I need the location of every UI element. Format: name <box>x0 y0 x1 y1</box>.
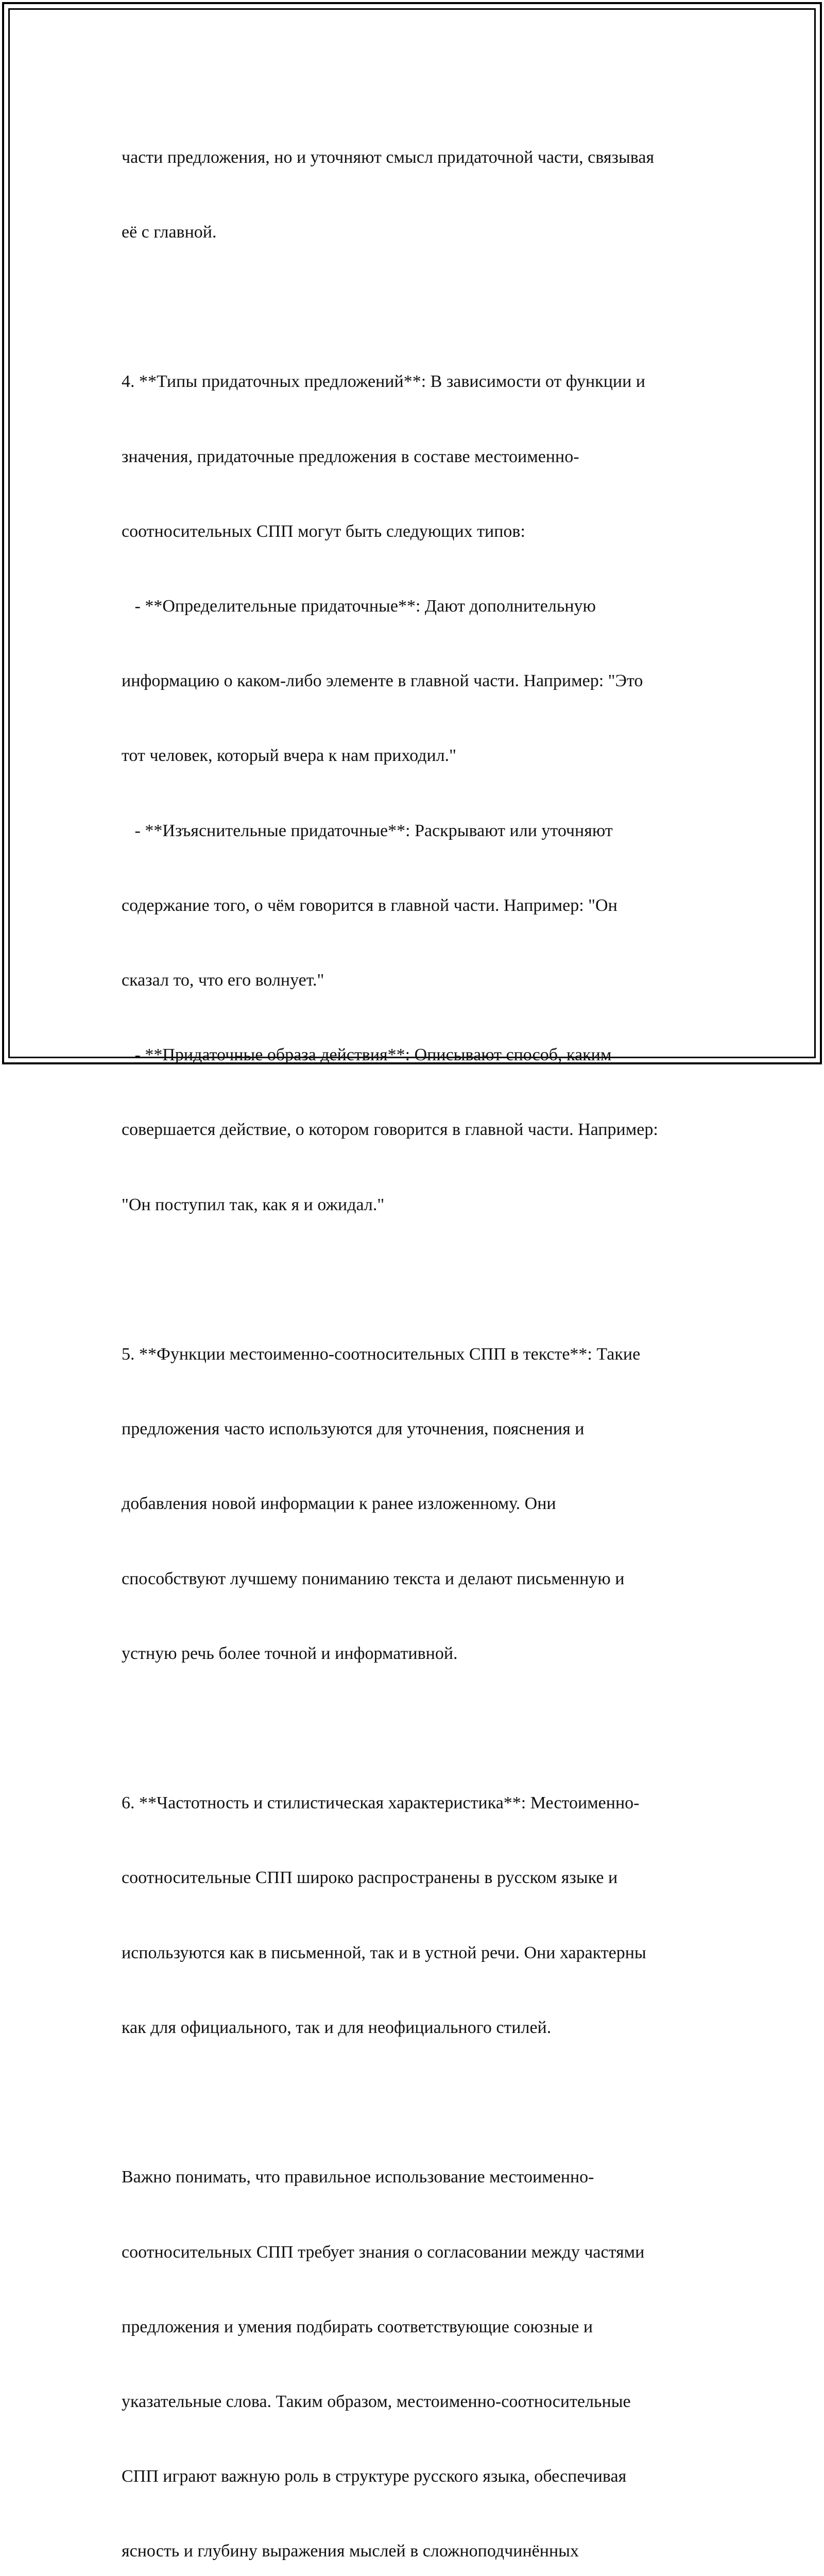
text-line: 6. **Частотность и стилистическая характеристика**: Местоименно- <box>122 1793 640 1813</box>
text-line: сказал то, что его волнует." <box>122 971 324 990</box>
text-line: части предложения, но и уточняют смысл придаточной части, связывая <box>122 147 655 167</box>
text-line: Важно понимать, что правильное использование местоименно- <box>122 2167 594 2187</box>
text-line: информацию о каком-либо элементе в главной части. Например: "Это <box>122 671 643 691</box>
text-line: соотносительные СПП широко распространены в русском языке и <box>122 1868 618 1888</box>
text-line: соотносительных СПП требует знания о согласовании между частями <box>122 2242 645 2262</box>
text-line: предложения и умения подбирать соответствующие союзные и <box>122 2317 593 2336</box>
text-line: способствуют лучшему пониманию текста и делают письменную и <box>122 1569 625 1588</box>
text-line <box>122 2090 714 2115</box>
text-line: - **Определительные придаточные**: Дают дополнительную <box>122 597 596 616</box>
text-line: указательные слова. Таким образом, местоименно-соотносительные <box>122 2392 631 2411</box>
text-line: соотносительных СПП могут быть следующих типов: <box>122 521 525 541</box>
text-line: 4. **Типы придаточных предложений**: В зависимости от функции и <box>122 372 645 392</box>
text-line: "Он поступил так, как я и ожидал." <box>122 1195 385 1214</box>
text-line <box>122 295 714 319</box>
text-line <box>122 1267 714 1292</box>
text-line: - **Изъяснительные придаточные**: Раскрывают или уточняют <box>122 821 613 840</box>
text-line: значения, придаточные предложения в составе местоименно- <box>122 447 579 466</box>
text-line: её с главной. <box>122 223 217 242</box>
text-line: 5. **Функции местоименно-соотносительных СПП в тексте**: Такие <box>122 1345 641 1364</box>
text-line: как для официального, так и для неофициального стилей. <box>122 2018 552 2037</box>
text-line: предложения часто используются для уточнения, пояснения и <box>122 1419 585 1439</box>
text-line: - **Придаточные образа действия**: Описывают способ, каким <box>122 1045 612 1065</box>
text-line: используются как в письменной, так и в устной речи. Они характерны <box>122 1943 646 1962</box>
document-body <box>122 95 714 2576</box>
text-line: тот человек, который вчера к нам приходил." <box>122 746 457 766</box>
text-line: устную речь более точной и информативной. <box>122 1643 458 1663</box>
text-line <box>122 1716 714 1741</box>
text-line: СПП играют важную роль в структуре русского языка, обеспечивая <box>122 2467 627 2486</box>
text-line: добавления новой информации к ранее изложенному. Они <box>122 1494 556 1514</box>
text-line: содержание того, о чём говорится в главной части. Например: "Он <box>122 895 617 915</box>
text-line: ясность и глубину выражения мыслей в сложноподчинённых <box>122 2541 579 2561</box>
text-line: совершается действие, о котором говорится в главной части. Например: <box>122 1120 658 1140</box>
